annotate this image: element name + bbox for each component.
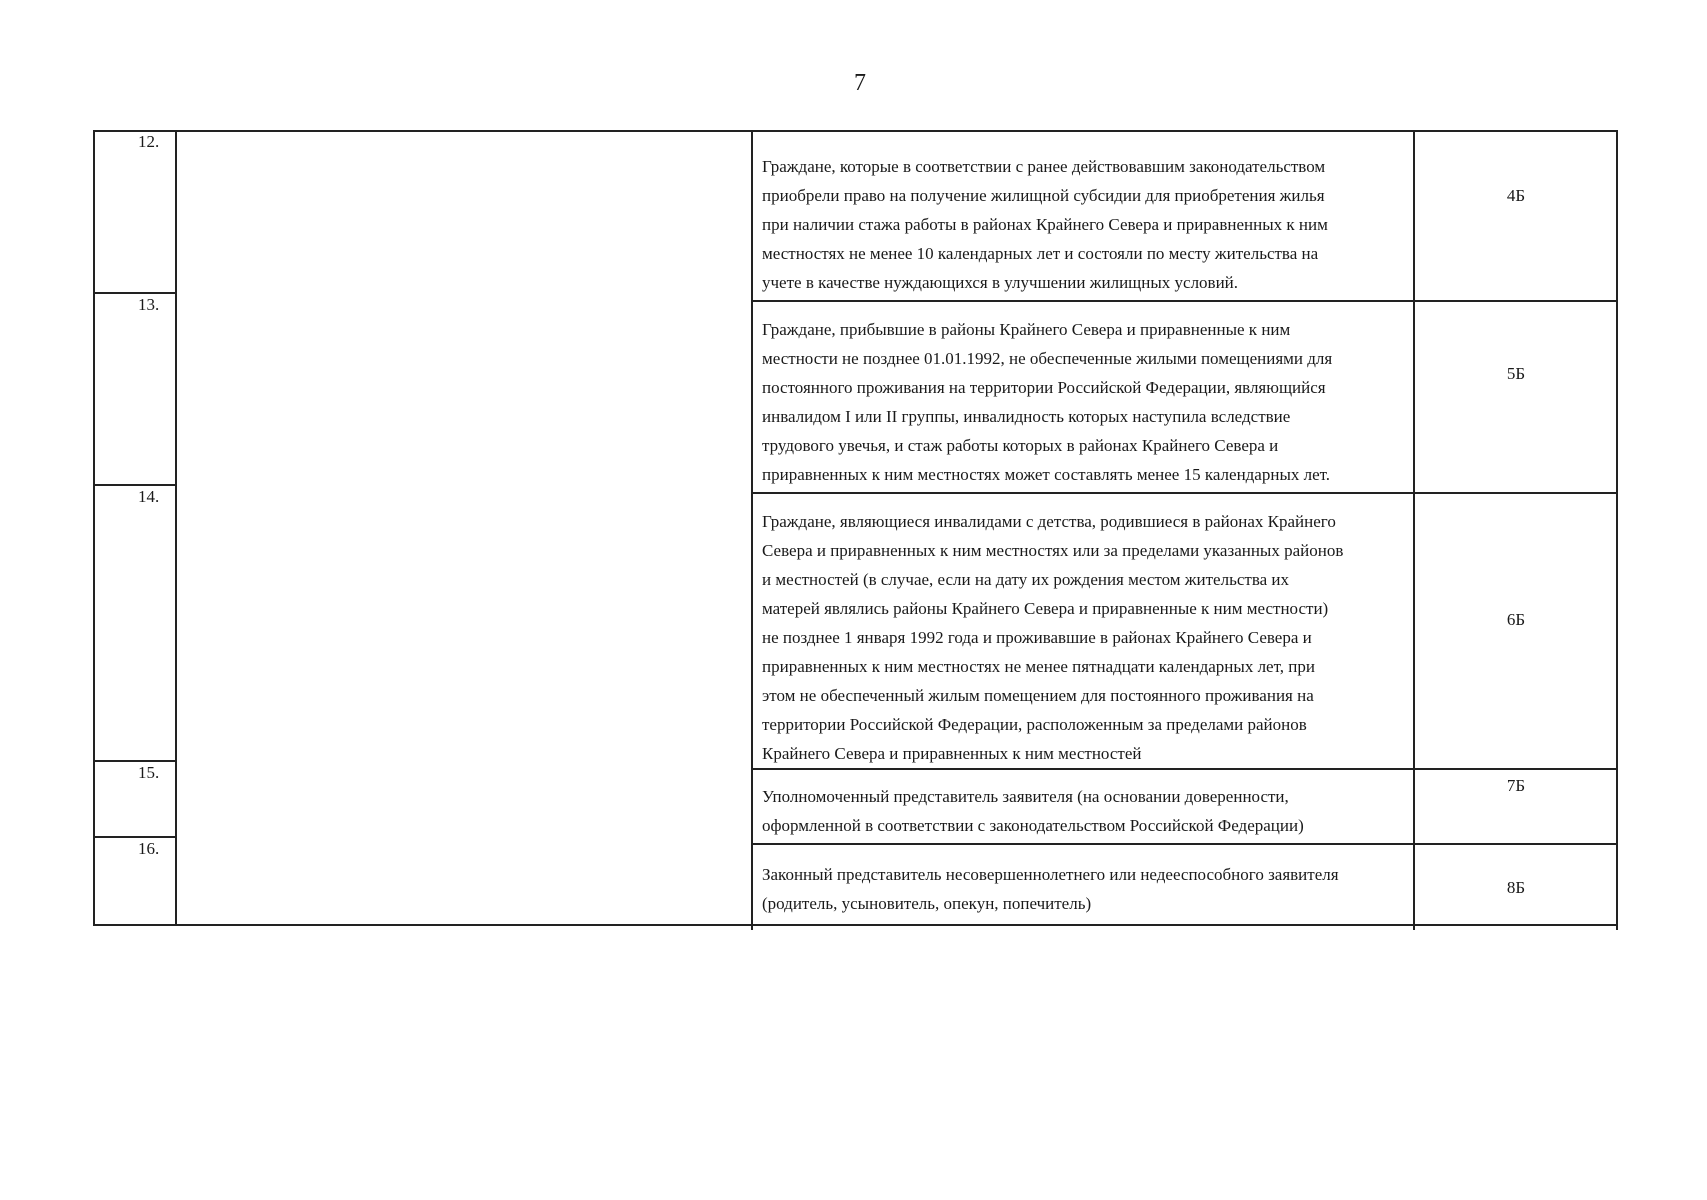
row-divider-16 bbox=[93, 836, 175, 838]
row-code: 4Б bbox=[1506, 186, 1526, 205]
row-code: 6Б bbox=[1506, 610, 1526, 629]
row-divider-13 bbox=[93, 292, 175, 294]
row-divider-15-right bbox=[751, 768, 1618, 770]
row-code: 5Б bbox=[1506, 364, 1526, 383]
row-description: Уполномоченный представитель заявителя (на основании доверенности, оформленной в соответствии с законодательством Российской Федерации) bbox=[762, 787, 1304, 835]
row-number: 14. bbox=[138, 487, 160, 506]
row-description: Законный представитель несовершеннолетнего или недееспособного заявителя (родитель, усыновитель, опекун, попечитель) bbox=[762, 865, 1339, 913]
page-number: 7 bbox=[854, 70, 866, 96]
row-number: 16. bbox=[138, 839, 160, 858]
row-description: Граждане, прибывшие в районы Крайнего Севера и приравненные к ним местности не позднее 01.01.1992, не обеспеченные жилыми помещениями для постоянного проживания на территории Российской Федерации, являющийся инвалидом I или II группы, инвалидность которых наступила вследствие трудового увечья, и стаж работы которых в районах Крайнего Севера и приравненных к ним местностях может составлять менее 15 календарных лет. bbox=[762, 320, 1333, 484]
row-code: 7Б bbox=[1506, 776, 1526, 795]
row-number: 12. bbox=[138, 132, 160, 151]
row-divider-15 bbox=[93, 760, 175, 762]
row-description: Граждане, которые в соответствии с ранее действовавшим законодательством приобрели право на получение жилищной субсидии для приобретения жилья при наличии стажа работы в районах Крайнего Севера и приравненных к ним местностях не менее 10 календарных лет и состояли по месту жительства на учете в качестве нуждающихся в улучшении жилищных условий. bbox=[762, 157, 1328, 292]
row-number: 15. bbox=[138, 763, 160, 782]
table-border-right bbox=[1616, 130, 1618, 930]
row-divider-16-right bbox=[751, 843, 1618, 845]
table-border-top bbox=[93, 130, 1618, 132]
table-border-bottom bbox=[93, 924, 1618, 926]
row-code: 8Б bbox=[1506, 878, 1526, 897]
row-description: Граждане, являющиеся инвалидами с детства, родившиеся в районах Крайнего Севера и приравненных к ним местностях или за пределами указанных районов и местностей (в случае, если на дату их рождения местом жительства их матерей являлись районы Крайнего Севера и приравненные к ним местности) не позднее 1 января 1992 года и проживавшие в районах Крайнего Севера и приравненных к ним местностях не менее пятнадцати календарных лет, при этом не обеспеченный жилым помещением для постоянного проживания на территории Российской Федерации, расположенным за пределами районов Крайнего Севера и приравненных к ним местностей bbox=[762, 512, 1344, 763]
row-number: 13. bbox=[138, 295, 160, 314]
row-divider-14-right bbox=[751, 492, 1618, 494]
row-divider-14 bbox=[93, 484, 175, 486]
table-border-left bbox=[93, 130, 95, 925]
column-divider-blank bbox=[751, 130, 753, 930]
column-divider-code bbox=[1413, 130, 1415, 930]
column-divider-num bbox=[175, 130, 177, 925]
row-divider-13-right bbox=[751, 300, 1618, 302]
services-table bbox=[93, 130, 1618, 930]
